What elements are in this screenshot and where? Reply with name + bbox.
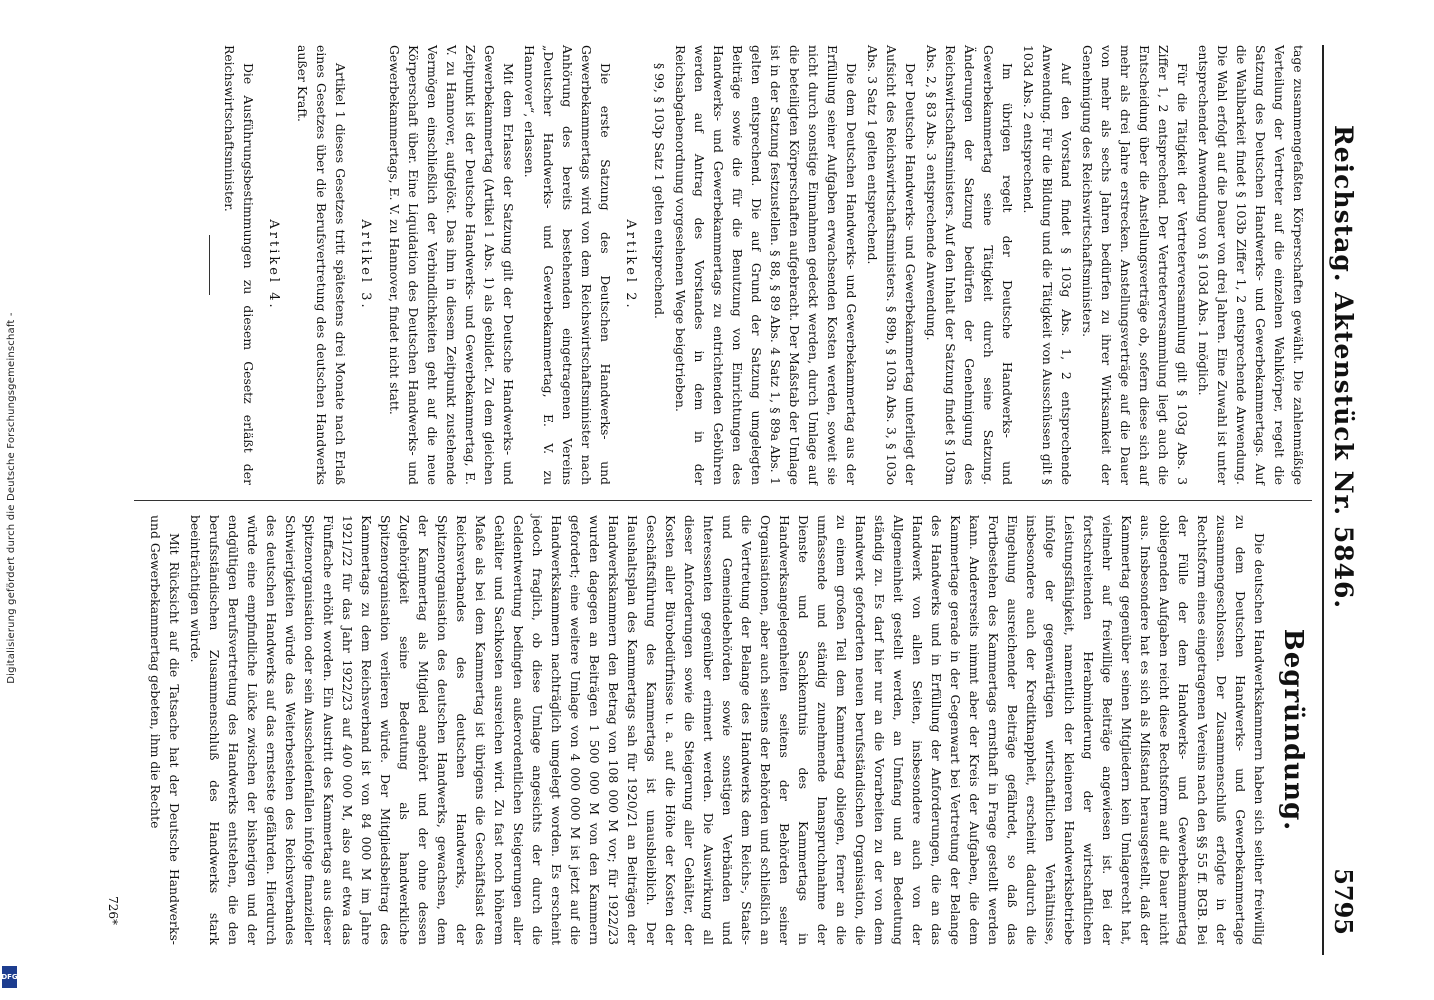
right-column — [134, 515, 1308, 945]
end-rule — [209, 235, 210, 295]
paragraph: Auf den Vorstand findet § 103g Abs. 1, 2 entsprechende Anwendung. Für die Bildung und die Tätigkeit von Ausschüssen gilt § 103d Abs. 2 entsprechend. — [1021, 45, 1074, 485]
paragraph: Mit Rücksicht auf die Tatsache hat der Deutsche Handwerks- und Gewerbekammertag gebeten, ihm die Rechte — [148, 515, 182, 945]
paragraph: § 99, § 103p Satz 1 gelten entsprechend. — [652, 63, 667, 319]
paragraph: Die Ausführungsbestimmungen zu diesem Gesetz erläßt der Reichswirtschaftsminister. — [222, 45, 256, 485]
paragraph: Im übrigen regelt der Deutsche Handwerks- und Gewerbekammertag seine Tätigkeit durch seine Satzung. Änderungen der Satzung bedürfen der Genehmigung des Reichswirtschaftsministers. Auf den Inhalt der Satzung findet § 103m Abs. 2, § 83 Abs. 3 entsprechende Anwendung. — [924, 45, 1015, 485]
footer-mark: 726* — [106, 896, 120, 925]
paragraph: Artikel 1 dieses Gesetzes tritt spätestens drei Monate nach Erlaß eines Gesetzes über die Berufsvertretung des deutschen Handwerks außer Kraft. — [295, 45, 348, 485]
paragraph: Der Deutsche Handwerks- und Gewerbekammertag unterliegt der Aufsicht des Reichswirtschaftsministers. § 89b, § 103n Abs. 3, § 103o Abs. 3 Satz 1 gelten entsprechend. — [865, 45, 918, 485]
paragraph: Die deutschen Handwerkskammern haben sich seither freiwillig zu dem Deutschen Handwerks- und Gewerbekammertage zusammengeschlossen. Der Zusammenschluß erfolgte in der Rechtsform eines eingetragenen Vereins nach den §§ 55 ff. BGB. Bei der Fülle der dem Handwerks- und Gewerbekammertag obliegenden Aufgaben reicht diese Rechtsform auf die Dauer nicht aus. Insbesondere hat es sich als Mißstand herausgestellt, daß der Kammertag gegenüber seinen Mitgliedern kein Umlagerecht hat, vielmehr auf freiwillige Beiträge angewiesen ist. Bei der fortschreitenden Herabminderung der wirtschaftlichen Leistungsfähigkeit, namentlich der kleineren Handwerksbetriebe infolge der gegenwärtigen wirtschaftlichen Verhältnisse, insbesondere auch der Kreditknappheit, erscheint dadurch die Eingehung ausreichender Beiträge gefährdet, so daß das Fortbestehen des Kammertags ernsthaft in Frage gestellt werden kann. Andererseits nimmt aber der Kreis der Aufgaben, die dem Kammertage gerade in der Gegenwart bei Vertretung der Belange des Handwerks und in Erfüllung der Anforderungen, die an das Handwerk von allen Seiten, insbesondere auch von der Allgemeinheit gestellt werden, an Umfang und an Bedeutung ständig zu. Es darf hier nur an die Vorarbeiten zu der von dem Handwerk geforderten neuen berufsständischen Organisation, die zu einem großen Teil dem Kammertag obliegen, ferner an die umfassende und ständig zunehmende Inanspruchnahme der Dienste und Sachkenntnis des Kammertags in Handwerksangelegenheiten seitens der Behörden seiner Organisationen, aber auch seitens der Behörden und schließlich an die Vertretung der Belange des Handwerks dem Reichs-, Staats- und Gemeindebehörden sowie sonstigen Verbänden und Interessenten gegenüber erinnert werden. Die Auswirkung all dieser Anforderungen sowie die Steigerung aller Gehälter, der Kosten aller Bürobedürfnisse u. a. auf die Höhe der Kosten der Geschäftsführung des Kammertags ist unausbleiblich. Der Haushaltsplan des Kammertags sah für 1920/21 an Beiträgen der Handwerkskammern den Betrag von 108 000 M vor; für 1922/23 wurden dagegen an Beiträgen 1 500 000 M von den Kammern gefordert; eine weitere Umlage von 4 000 000 M ist jetzt auf die Handwerkskammern nachträglich umgelegt worden. Es erscheint jedoch fraglich, ob diese Umlage angesichts der durch die Geldentwertung bedingten außerordentlichen Steigerungen aller Gehälter und Sachkosten ausreichen wird. Zu fast noch höherem Maße als bei dem Kammertag ist übrigens die Geschäftslast des Reichsverbandes des deutschen Handwerks, der Spitzenorganisation des deutschen Handwerks, gewachsen, dem der Kammertag als Mitglied angehört und der ohne dessen Zugehörigkeit seine Bedeutung als handwerkliche Spitzenorganisation verlieren würde. Der Mitgliedsbeitrag des Kammertags zu dem Reichsverband ist von 84 000 M im Jahre 1921/22 für das Jahr 1922/23 auf 400 000 M, also auf etwa das Fünffache erhöht worden. Ein Austritt des Kammertags aus dieser Spitzenorganisation oder sein Ausscheidenfallen infolge finanzieller Schwierigkeiten würde das Weiterbestehen des Reichsverbandes des deutschen Handwerks auf das ernsteste gefährden. Hierdurch würde eine empfindliche Lücke zwischen der bisherigen und der endgültigen Berufsvertretung des Handwerks entstehen, die den berufsständischen Zusammenschluß des Handwerks stark beeinträchtigen würde. — [188, 515, 1267, 945]
paragraph: Für die Tätigkeit der Vertreterversammlung gilt § 103g Abs. 3 Ziffer 1, 2 entsprechend. Der Vertreterversammlung liegt auch die Entscheidung über die Anstellungsverträge ob, sofern diese sich auf mehr als drei Jahre erstrecken. Anstellungsverträge auf die Dauer von mehr als sechs Jahren bedürfen zu ihrer Wirksamkeit der Genehmigung des Reichswirtschaftsministers. — [1080, 45, 1190, 485]
paragraph: tage zusammengefaßten Körperschaften gewählt. Die zahlenmäßige Verteilung der Vertreter auf die einzelnen Wahlkörper, regelt die Satzung des Deutschen Handwerks- und Gewerbekammertags. Auf die Wahlbarkeit findet § 103b Ziffer 1, 2 entsprechende Anwendung. Die Wahl erfolgt auf die Dauer von drei Jahren. Eine Zuwahl ist unter entsprechender Anwendung von § 103d Abs. 1 möglich. — [1196, 45, 1306, 485]
article-heading: Artikel 3. — [358, 219, 373, 311]
page-header — [1322, 45, 1364, 955]
dfg-logo: DFG — [2, 966, 17, 988]
header-rule — [1322, 45, 1324, 955]
left-column — [134, 45, 1308, 485]
dfg-credit-strip — [0, 0, 20, 1000]
page-title: Reichstag. Aktenstück Nr. 5846. — [1329, 125, 1358, 610]
page-number: 5795 — [1329, 868, 1358, 935]
column-separator — [134, 500, 1312, 501]
dfg-credit-text: Digitalisierung gefördert durch die Deutsche Forschungsgemeinschaft - — [6, 312, 17, 684]
rotated-document-page — [94, 45, 1364, 955]
paragraph: Die erste Satzung des Deutschen Handwerks- und Gewerbekammertags wird von dem Reichswirtschaftsminister nach Anhörung des bereits bestehenden eingetragenen Vereins „Deutscher Handwerks- und Gewerbekammertag, E. V. zu Hannover“, erlassen. — [522, 45, 613, 485]
section-title: Begründung. — [1278, 628, 1308, 832]
article-heading: Artikel 4. — [266, 219, 281, 311]
paragraph: Mit dem Erlasse der Satzung gilt der Deutsche Handwerks- und Gewerbekammertag (Artikel 1 Abs. 1) als gebildet. Zu dem gleichen Zeitpunkt ist der Deutsche Handwerks- und Gewerbekammertag, E. V. zu Hannover, aufgelöst. Das ihm in diesem Zeitpunkt zustehende Vermögen einschließlich der Verbindlichkeiten geht auf die neue Körperschaft über. Eine Liquidation des Deutschen Handwerks- und Gewerbekammertags, E. V. zu Hannover, findet nicht statt. — [387, 45, 516, 485]
article-heading: Artikel 2. — [623, 219, 638, 311]
paragraph: Die dem Deutschen Handwerks- und Gewerbekammertag aus der Erfüllung seiner Aufgaben erwachsenden Kosten werden, soweit sie nicht durch sonstige Einnahmen gedeckt werden, durch Umlage auf die beteiligten Körperschaften aufgebracht. Der Maßstab der Umlage ist in der Satzung festzustellen. § 88, § 89 Abs. 4 Satz 1, § 89a Abs. 1 gelten entsprechend. Die auf Grund der Satzung umgelegten Beiträge sowie die für die Benutzung von Einrichtungen des Handwerks- und Gewerbekammertags zu entrichtenden Gebühren werden auf Antrag des Vorstandes in dem in der Reichsabgabenordnung vorgesehenen Wege beigetrieben. — [673, 45, 859, 486]
